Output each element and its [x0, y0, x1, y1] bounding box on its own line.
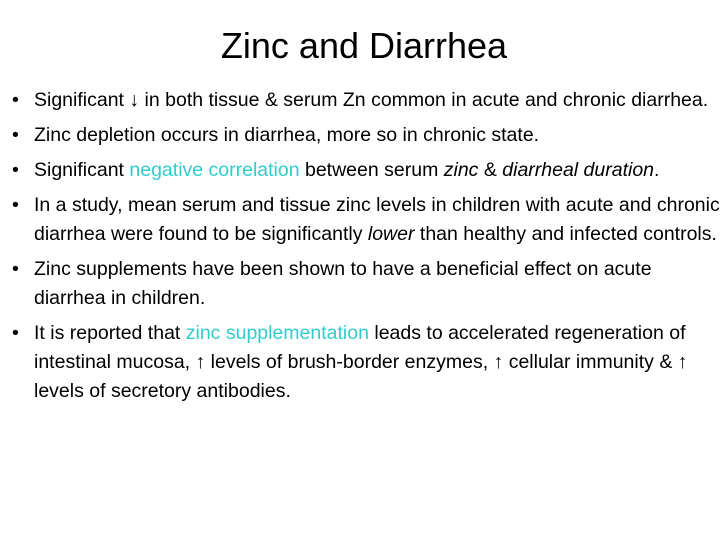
slide-title: Zinc and Diarrhea [220, 25, 508, 66]
bullet-item: • It is reported that zinc supplementation leads to accelerated regeneration of intestinal mucosa, ↑ levels of brush-border enzymes, ↑ cellular immunity & ↑ levels of secretory antibodies. [8, 319, 720, 406]
bullet-item: • Zinc supplements have been shown to have a beneficial effect on acute diarrhea in children. [8, 255, 720, 313]
bullet-dot: • [12, 194, 19, 216]
bullet-dot: • [12, 258, 19, 280]
bullet-item: • Zinc depletion occurs in diarrhea, more so in chronic state. [8, 121, 720, 150]
bullet-item: • Significant ↓ in both tissue & serum Zn common in acute and chronic diarrhea. [8, 86, 720, 115]
bullet-item: • Significant negative correlation between serum zinc & diarrheal duration. [8, 156, 720, 185]
highlighted-term: negative correlation [129, 159, 300, 181]
bullet-list [8, 86, 720, 412]
bullet-dot: • [12, 89, 19, 111]
bullet-dot: • [12, 322, 19, 344]
bullet-item: • In a study, mean serum and tissue zinc levels in children with acute and chronic diarrhea were found to be significantly lower than healthy and infected controls. [8, 191, 720, 249]
bullet-dot: • [12, 124, 19, 146]
highlighted-term: zinc supplementation [185, 322, 369, 344]
italic-term: diarrheal duration [502, 159, 655, 181]
bullet-dot: • [12, 159, 19, 181]
italic-term: zinc [443, 159, 479, 181]
italic-term: lower [367, 223, 415, 245]
